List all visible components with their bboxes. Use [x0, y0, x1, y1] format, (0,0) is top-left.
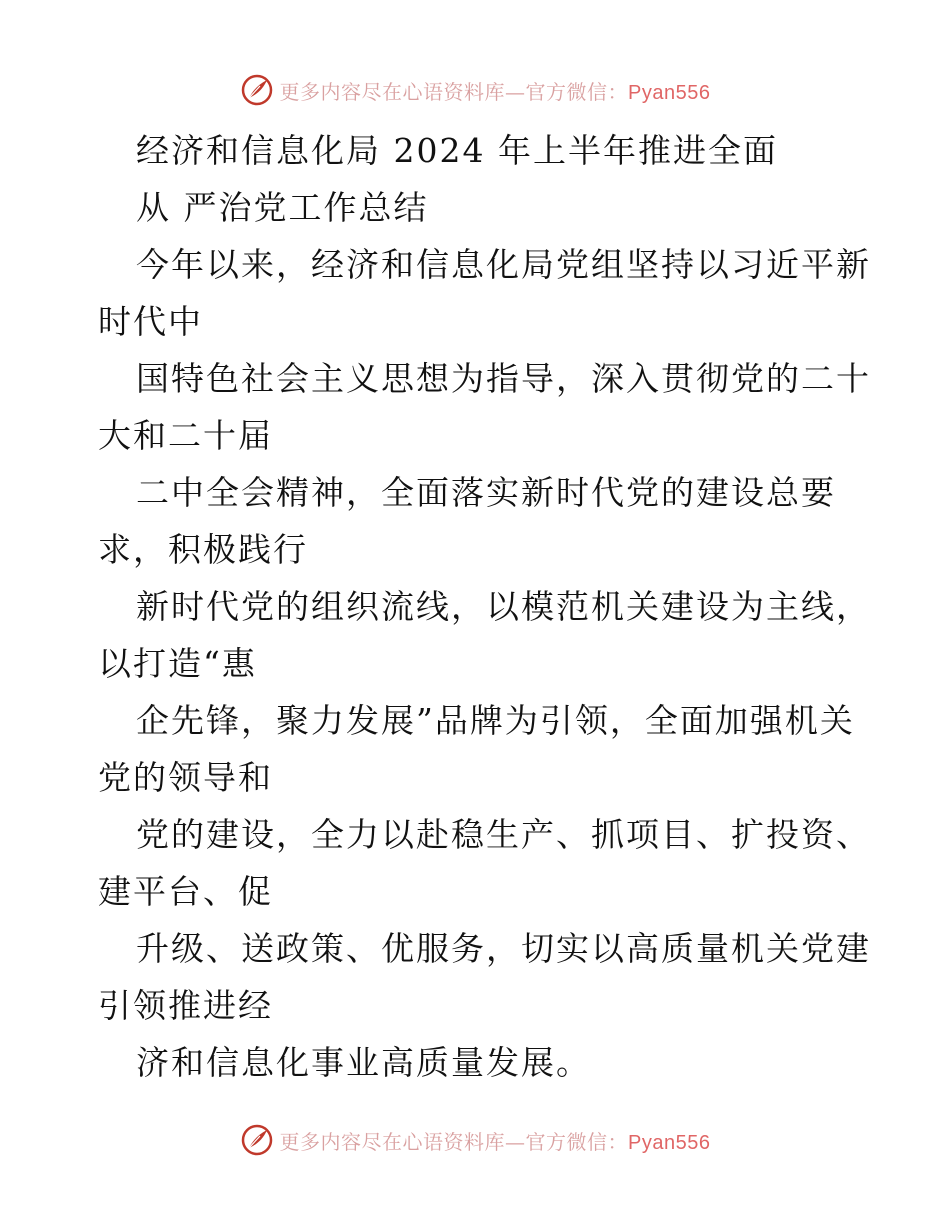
paragraph-line: 建平台、促 — [98, 872, 273, 911]
watermark-brand: Pyan556 — [628, 1131, 711, 1154]
paragraph-line: 引领推进经 — [98, 986, 273, 1025]
paragraph-line: 升级、送政策、优服务，切实以高质量机关党建 — [136, 929, 871, 968]
document-title-line-2: 从 严治党工作总结 — [136, 188, 429, 227]
feather-pen-logo-icon — [240, 1123, 274, 1157]
watermark-text: 更多内容尽在心语资料库—官方微信：Pyan556 — [279, 79, 711, 104]
paragraph-line: 以打造“惠 — [98, 644, 257, 683]
watermark-text: 更多内容尽在心语资料库—官方微信：Pyan556 — [279, 1129, 711, 1154]
paragraph-line: 大和二十届 — [98, 416, 273, 455]
watermark-footer — [0, 1120, 950, 1160]
watermark-header — [0, 70, 950, 110]
watermark-brand: Pyan556 — [628, 81, 711, 104]
paragraph-line: 今年以来，经济和信息化局党组坚持以习近平新 — [136, 245, 871, 284]
paragraph-line: 求，积极践行 — [98, 530, 308, 569]
paragraph-line: 国特色社会主义思想为指导，深入贯彻党的二十 — [136, 359, 871, 398]
paragraph-line: 济和信息化事业高质量发展。 — [136, 1043, 591, 1082]
paragraph-line: 新时代党的组织流线，以模范机关建设为主线， — [136, 587, 871, 626]
paragraph-line: 党的领导和 — [98, 758, 273, 797]
document-title-line-1: 经济和信息化局 2024 年上半年推进全面 — [136, 131, 778, 170]
paragraph-line: 党的建设，全力以赴稳生产、抓项目、扩投资、 — [136, 815, 871, 854]
paragraph-line: 二中全会精神，全面落实新时代党的建设总要 — [136, 473, 836, 512]
paragraph-line: 企先锋，聚力发展”品牌为引领，全面加强机关 — [136, 701, 855, 740]
paragraph-line: 时代中 — [98, 302, 203, 341]
feather-pen-logo-icon — [240, 73, 274, 107]
document-body — [98, 122, 871, 1091]
